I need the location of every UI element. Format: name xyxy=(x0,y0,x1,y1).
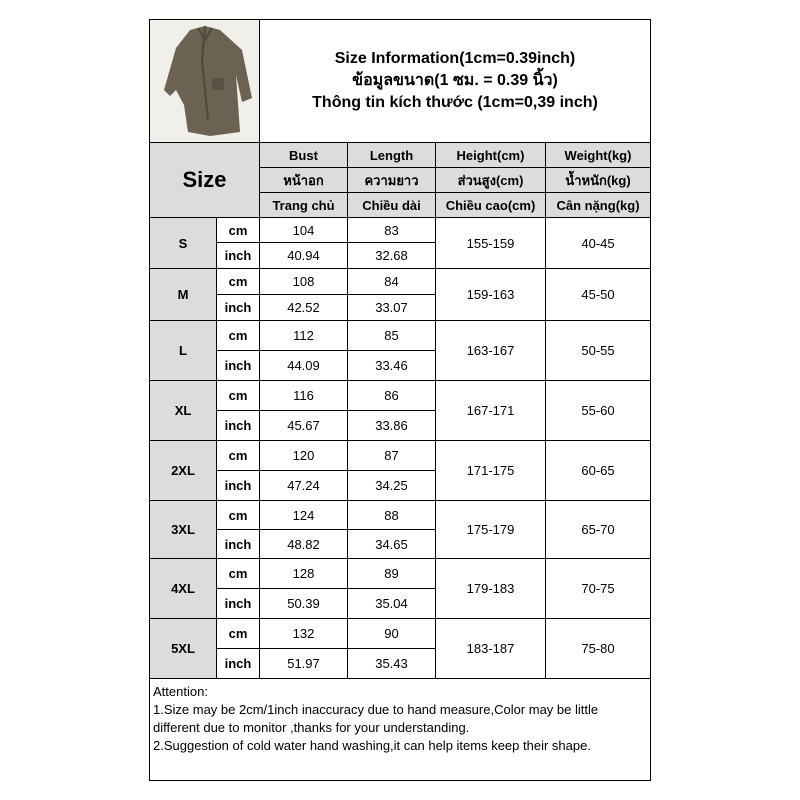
size-header: Size xyxy=(150,143,260,218)
height-cell: 159-163 xyxy=(436,269,546,321)
height-cell: 167-171 xyxy=(436,381,546,441)
size-name: XL xyxy=(150,381,217,441)
unit-label-cm: cm xyxy=(217,559,260,589)
bust-cm-cell: 116 xyxy=(260,381,348,411)
column-header: ส่วนสูง(cm) xyxy=(436,168,546,193)
unit-label-inch: inch xyxy=(217,411,260,441)
length-inch-cell: 34.65 xyxy=(348,530,436,559)
size-name: M xyxy=(150,269,217,321)
length-inch-cell: 35.43 xyxy=(348,649,436,679)
coat-image xyxy=(150,20,259,142)
attention-line-2: different due to monitor ,thanks for your understanding. xyxy=(153,720,470,735)
attention-line-3: 2.Suggestion of cold water hand washing,it can help items keep their shape. xyxy=(153,738,591,753)
column-header: ความยาว xyxy=(348,168,436,193)
weight-cell: 60-65 xyxy=(546,441,650,501)
title-english: Size Information(1cm=0.39inch) xyxy=(334,50,576,67)
attention-notes xyxy=(150,681,650,780)
column-header: Length xyxy=(348,143,436,168)
length-cm-cell: 88 xyxy=(348,501,436,530)
column-header: หน้าอก xyxy=(260,168,348,193)
unit-label-inch: inch xyxy=(217,471,260,501)
weight-cell: 55-60 xyxy=(546,381,650,441)
height-cell: 171-175 xyxy=(436,441,546,501)
size-name: 2XL xyxy=(150,441,217,501)
unit-label-cm: cm xyxy=(217,269,260,295)
bust-inch-cell: 44.09 xyxy=(260,351,348,381)
bust-cm-cell: 120 xyxy=(260,441,348,471)
weight-cell: 45-50 xyxy=(546,269,650,321)
length-cm-cell: 83 xyxy=(348,218,436,243)
bust-inch-cell: 40.94 xyxy=(260,243,348,269)
size-name: 3XL xyxy=(150,501,217,559)
size-name: L xyxy=(150,321,217,381)
column-header: น้ำหนัก(kg) xyxy=(546,168,650,193)
column-header: Chiều dài xyxy=(348,193,436,218)
unit-label-cm: cm xyxy=(217,218,260,243)
size-info-title xyxy=(260,20,650,143)
bust-cm-cell: 132 xyxy=(260,619,348,649)
weight-cell: 75-80 xyxy=(546,619,650,679)
length-cm-cell: 90 xyxy=(348,619,436,649)
column-header: Weight(kg) xyxy=(546,143,650,168)
product-photo xyxy=(150,20,260,143)
length-inch-cell: 35.04 xyxy=(348,589,436,619)
bust-cm-cell: 104 xyxy=(260,218,348,243)
unit-label-inch: inch xyxy=(217,351,260,381)
bust-inch-cell: 50.39 xyxy=(260,589,348,619)
length-cm-cell: 86 xyxy=(348,381,436,411)
length-cm-cell: 85 xyxy=(348,321,436,351)
bust-inch-cell: 42.52 xyxy=(260,295,348,321)
size-name: S xyxy=(150,218,217,269)
column-header: Cân nặng(kg) xyxy=(546,193,650,218)
length-inch-cell: 33.07 xyxy=(348,295,436,321)
column-header: Chiều cao(cm) xyxy=(436,193,546,218)
title-vietnamese: Thông tin kích thước (1cm=0,39 inch) xyxy=(312,94,598,111)
size-name: 4XL xyxy=(150,559,217,619)
unit-label-inch: inch xyxy=(217,530,260,559)
length-cm-cell: 84 xyxy=(348,269,436,295)
size-name: 5XL xyxy=(150,619,217,679)
attention-line-1: 1.Size may be 2cm/1inch inaccuracy due to hand measure,Color may be little xyxy=(153,702,599,717)
length-inch-cell: 34.25 xyxy=(348,471,436,501)
length-cm-cell: 89 xyxy=(348,559,436,589)
weight-cell: 70-75 xyxy=(546,559,650,619)
bust-inch-cell: 51.97 xyxy=(260,649,348,679)
length-inch-cell: 33.46 xyxy=(348,351,436,381)
unit-label-cm: cm xyxy=(217,321,260,351)
unit-label-inch: inch xyxy=(217,589,260,619)
unit-label-cm: cm xyxy=(217,619,260,649)
weight-cell: 40-45 xyxy=(546,218,650,269)
unit-label-inch: inch xyxy=(217,243,260,269)
unit-label-cm: cm xyxy=(217,441,260,471)
bust-inch-cell: 47.24 xyxy=(260,471,348,501)
bust-cm-cell: 108 xyxy=(260,269,348,295)
weight-cell: 65-70 xyxy=(546,501,650,559)
bust-cm-cell: 128 xyxy=(260,559,348,589)
unit-label-inch: inch xyxy=(217,649,260,679)
height-cell: 155-159 xyxy=(436,218,546,269)
unit-label-cm: cm xyxy=(217,381,260,411)
unit-label-inch: inch xyxy=(217,295,260,321)
height-cell: 183-187 xyxy=(436,619,546,679)
title-thai: ข้อมูลขนาด(1 ซม. = 0.39 นิ้ว) xyxy=(352,72,558,89)
weight-cell: 50-55 xyxy=(546,321,650,381)
height-cell: 163-167 xyxy=(436,321,546,381)
bust-inch-cell: 48.82 xyxy=(260,530,348,559)
size-chart xyxy=(149,19,651,781)
bust-cm-cell: 112 xyxy=(260,321,348,351)
column-header: Trang chủ xyxy=(260,193,348,218)
column-header: Height(cm) xyxy=(436,143,546,168)
length-inch-cell: 32.68 xyxy=(348,243,436,269)
unit-label-cm: cm xyxy=(217,501,260,530)
length-cm-cell: 87 xyxy=(348,441,436,471)
bust-cm-cell: 124 xyxy=(260,501,348,530)
attention-label: Attention: xyxy=(153,684,208,699)
length-inch-cell: 33.86 xyxy=(348,411,436,441)
bust-inch-cell: 45.67 xyxy=(260,411,348,441)
column-header: Bust xyxy=(260,143,348,168)
height-cell: 179-183 xyxy=(436,559,546,619)
height-cell: 175-179 xyxy=(436,501,546,559)
